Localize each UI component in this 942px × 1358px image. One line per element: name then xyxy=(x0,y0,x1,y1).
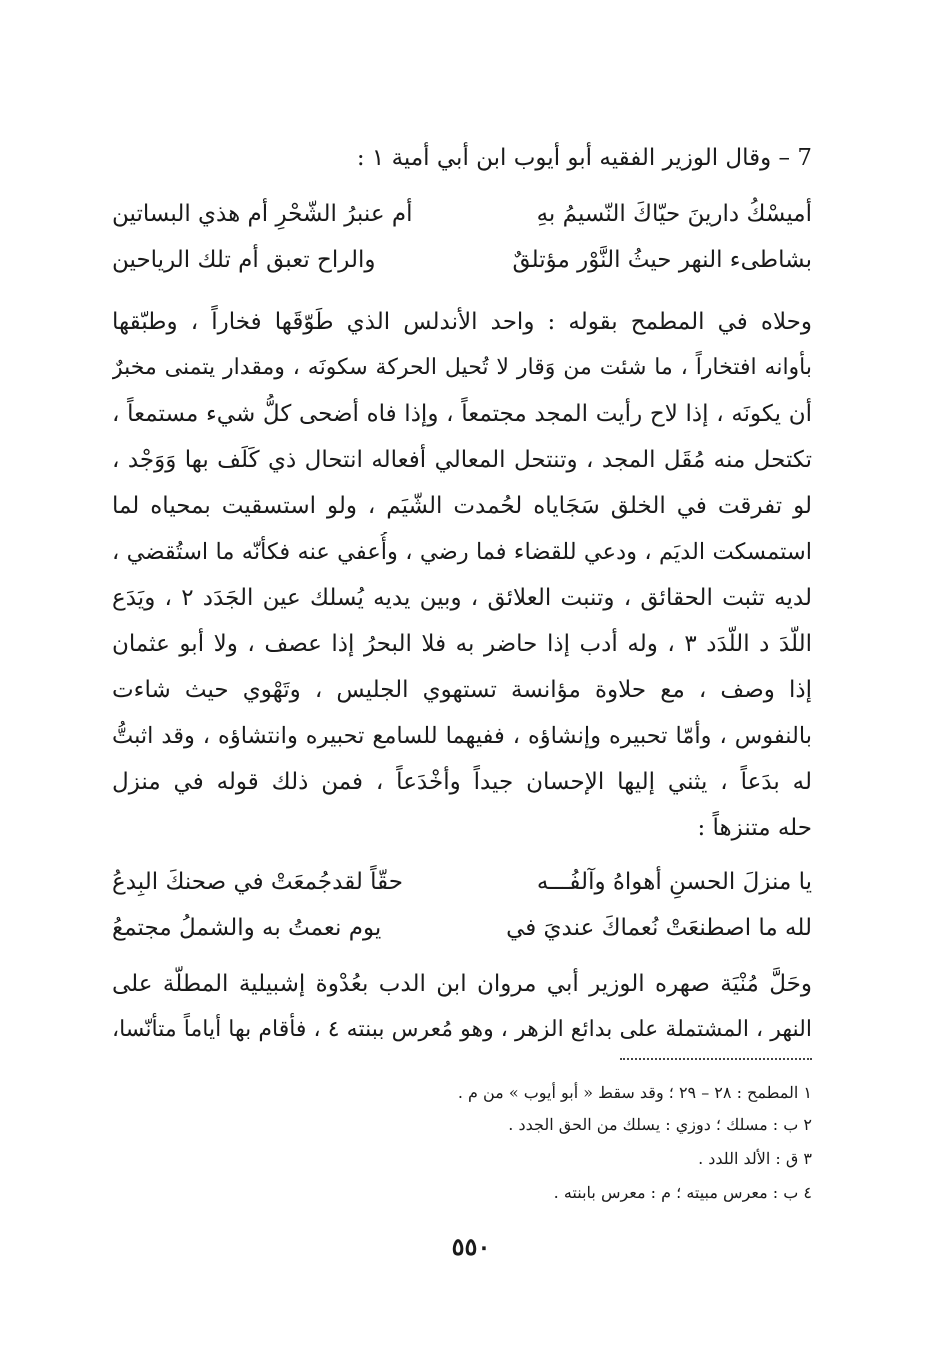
poem-verse xyxy=(112,240,812,280)
footnote-separator xyxy=(620,1058,812,1060)
verse-second-hemistich: أم عنبرُ الشّحْرِ أم هذي البساتين xyxy=(112,201,413,227)
paragraph-line: له بدَعاً ، يثني إليها الإحسان جيداً وأخْدَعاً ، فمن ذلك قوله في منزل xyxy=(112,769,812,795)
paragraph-line: لديه تثبت الحقائق ، وتنبت العلائق ، وبين يديه يُسلك عين الجَدَد ٢ ، ويَدَع xyxy=(112,585,812,611)
footnote: ٢ ب : مسلك ؛ دوزي : يسلك من الحق الجدد . xyxy=(508,1115,812,1134)
footnote: ٤ ب : معرس مبيته ؛ م : معرس بابنته . xyxy=(553,1183,812,1202)
verse-second-hemistich: يوم نعمتُ به والشملُ مجتمعُ xyxy=(112,915,382,941)
poem-verse xyxy=(112,862,812,902)
footnote: ٣ ق : الألد اللدد . xyxy=(698,1149,812,1168)
section-heading: 7 – وقال الوزير الفقيه أبو أيوب ابن أبي أمية ١ : xyxy=(356,145,812,171)
paragraph-line: النهر ، المشتملة على بدائع الزهر ، وهو مُعرس ببنته ٤ ، فأقام بها أياماً متأنّسا، xyxy=(112,1017,812,1042)
paragraph-line: حله متنزهاً : xyxy=(697,815,812,841)
paragraph-line: لو تفرقت في الخلق سَجَاياه لحُمدت الشّيَم ، ولو استسقيت بمحياه لما xyxy=(112,493,812,519)
paragraph-line: تكتحل منه مُقَل المجد ، وتنتحل المعالي أفعاله انتحال ذي كَلَف بها وَوَجْد ، xyxy=(112,447,812,473)
verse-first-hemistich: بشاطىء النهر حيثُ النَّوْر مؤتلقٌ xyxy=(512,247,812,273)
footnote: ١ المطمح : ٢٨ – ٢٩ ؛ وقد سقط « أبو أيوب » من م . xyxy=(457,1083,812,1102)
paragraph-line: استمسكت الديَم ، ودعي للقضاء فما رضي ، وأُعفي عنه فكأنّه ما استُقضي ، xyxy=(112,539,812,565)
paragraph-line: إذا وصف ، مع حلاوة مؤانسة تستهوي الجليس ، وتَهْوي حيث شاءت xyxy=(112,677,812,703)
paragraph-line: أن يكونَه ، إذا لاح رأيت المجد مجتمعاً ، وإذا فاه أضحى كلُّ شيء مستمعاً ، xyxy=(112,401,812,427)
verse-second-hemistich: حقّاً لقدجُمعَتْ في صحنكَ البِدعُ xyxy=(112,869,404,895)
verse-first-hemistich: لله ما اصطنعَتْ نُعماكَ عنديَ في xyxy=(506,915,812,941)
page-number: ٥٥٠ xyxy=(451,1232,491,1261)
paragraph-line: بأوانه افتخاراً ، ما شئت من وَقار لا تُحيل الحركة سكونَه ، ومقدار يتمنى مخبرٌ xyxy=(112,355,812,380)
verse-first-hemistich: أميسْكُ دارينَ حيّاكَ النّسيمُ بهِ xyxy=(536,201,812,227)
verse-second-hemistich: والراح تعبق أم تلك الرياحين xyxy=(112,247,376,273)
paragraph-line: اللّدَ د اللّدَد ٣ ، وله أدب إذا حاضر به فلا البحرُ إذا عصف ، ولا أبو عثمان xyxy=(112,631,812,657)
paragraph-line: بالنفوس ، وأمّا تحبيره وإنشاؤه ، ففيهما للسامع تحبيره وانتشاؤه ، وقد اثبتُّ xyxy=(112,723,812,749)
verse-first-hemistich: يا منزلَ الحسنِ أهواهُ وآلفُـــه xyxy=(536,869,812,895)
paragraph-line: وحَلَّ مُنْيَة صهره الوزير أبي مروان ابن الدب بعُدْوة إشبيلية المطلّة على xyxy=(112,971,812,997)
paragraph-line: وحلاه في المطمح بقوله : واحد الأندلس الذي طَوّقَها فخاراً ، وطبّقها xyxy=(112,309,812,335)
poem-verse xyxy=(112,908,812,948)
poem-verse xyxy=(112,194,812,234)
